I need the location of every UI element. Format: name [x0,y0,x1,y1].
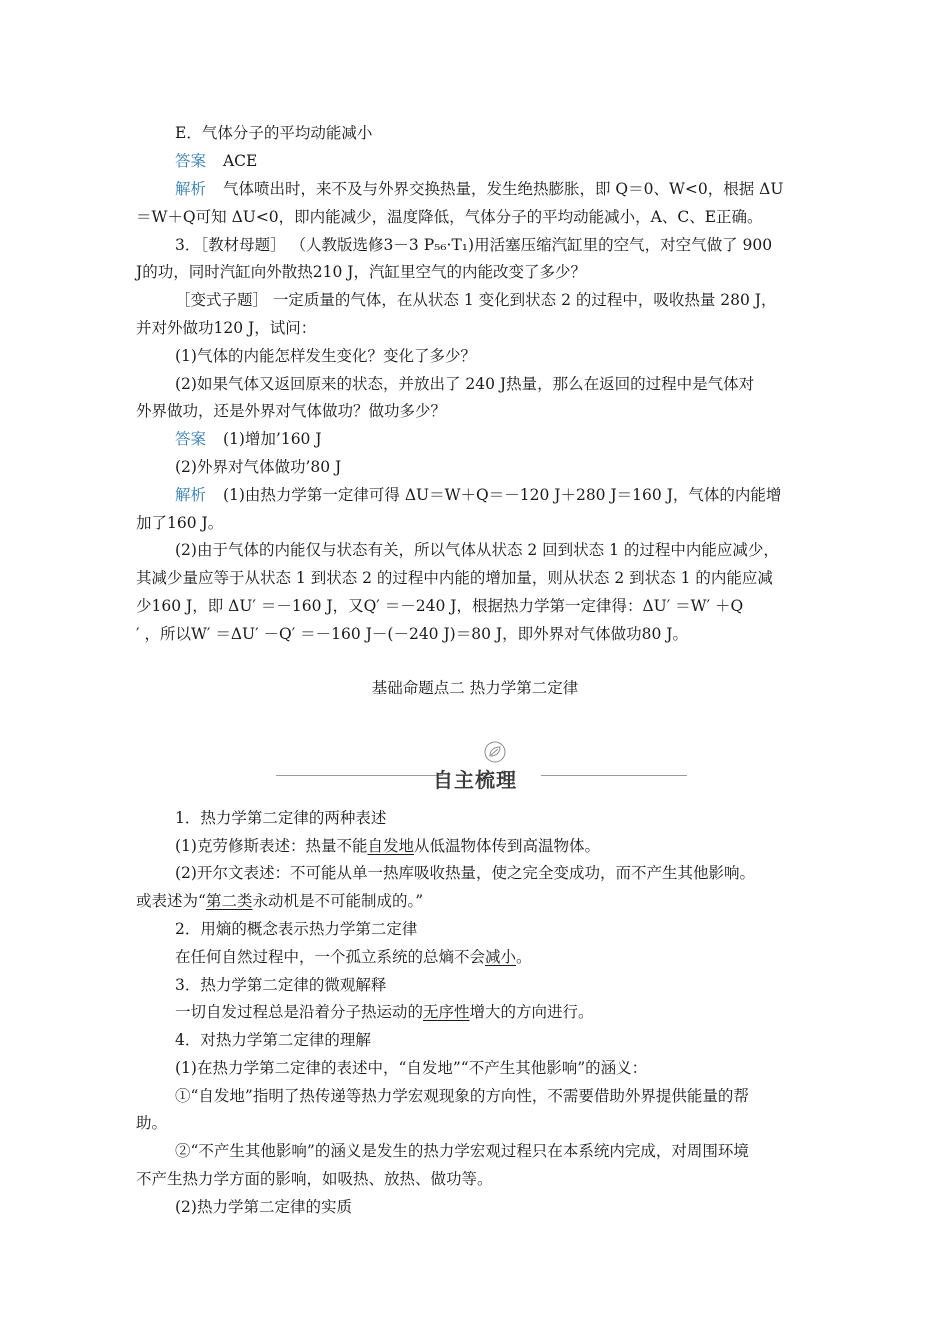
explanation-2-line6: ′ ，所以W′ ＝ΔU′ －Q′ ＝－160 J－(－240 J)＝80 J，即外界对气体做功80 J。 [136,625,688,643]
variant-q1: (1)气体的内能怎样发生变化？变化了多少？ [175,347,476,365]
variant-q2-line2: 外界做功，还是外界对气体做功？做功多少？ [136,402,447,420]
variant-line2: 并对外做功120 J，试问： [136,319,317,337]
answer-label: 答案 [175,153,207,170]
text: 在任何自然过程中，一个孤立系统的总熵不会 [175,948,486,966]
explanation-2-line1 [175,485,781,506]
underlined-term: 第二类 [205,892,253,910]
question-3-line1: 3．［教材母题］ （人教版选修3－3 P₅₆·T₁)用活塞压缩汽缸里的空气，对空气做了 900 [175,236,773,254]
explanation-text: 气体喷出时，来不及与外界交换热量，发生绝热膨胀，即 Q＝0、W<0，根据 ΔU [222,180,784,198]
content-8: 助。 [136,1114,168,1132]
explanation-label: 解析 [175,487,207,504]
text: 一切自发过程总是沿着分子热运动的 [175,1003,424,1021]
content-9: ②“不产生其他影响”的涵义是发生的热力学宏观过程只在本系统内完成，对周围环境 [175,1142,749,1160]
text: 从低温物体传到高温物体。 [413,837,600,855]
heading-2: 2．用熵的概念表示热力学第二定律 [175,920,418,938]
content-7: ①“自发地”指明了热传递等热力学宏观现象的方向性，不需要借助外界提供能量的帮 [175,1087,749,1105]
content-5 [175,1002,594,1022]
content-1 [175,836,600,856]
text: 或表述为“ [136,892,206,910]
content-10: 不产生热力学方面的影响，如吸热、放热、做功等。 [136,1170,493,1188]
section-header-title: 自主梳理 [433,768,517,792]
explanation-label: 解析 [175,181,207,198]
heading-3: 3．热力学第二定律的微观解释 [175,976,387,994]
underlined-term: 自发地 [367,837,414,855]
option-e: E．气体分子的平均动能减小 [175,124,373,142]
underlined-term: 减小 [485,948,517,966]
content-2: (2)开尔文表述：不可能从单一热库吸收热量，使之完全变成功，而不产生其他影响。 [175,864,755,882]
explanation-2-line3: (2)由于气体的内能仅与状态有关，所以气体从状态 2 回到状态 1 的过程中内能应减少， [175,541,779,559]
underlined-term: 无序性 [423,1003,470,1021]
section-title: 基础命题点二 热力学第二定律 [371,679,579,697]
answer-text: (1)增加’160 J [222,430,322,448]
heading-4: 4．对热力学第二定律的理解 [175,1031,371,1049]
text: 永动机是不可能制成的。” [252,892,424,910]
explanation-1-line2: ＝W＋Q可知 ΔU<0，即内能减少，温度降低，气体分子的平均动能减小，A、C、E正确。 [136,208,763,226]
variant-q2-line1: (2)如果气体又返回原来的状态，并放出了 240 J热量，那么在返回的过程中是气体对 [175,375,755,393]
explanation-text: (1)由热力学第一定律可得 ΔU＝W＋Q＝－120 J＋280 J＝160 J，气体的内能增 [222,486,782,504]
text: 增大的方向进行。 [469,1003,594,1021]
heading-1: 1．热力学第二定律的两种表述 [175,809,387,827]
variant-line1: ［变式子题］ 一定质量的气体，在从状态 1 变化到状态 2 的过程中，吸收热量 280 J， [175,291,777,309]
explanation-2-line4: 其减少量应等于从状态 1 到状态 2 的过程中内能的增加量，则从状态 2 到状态 1 的内能应减 [136,569,773,587]
text: 。 [516,948,532,966]
leaf-badge-icon [484,741,506,763]
answer-value: ACE [222,152,258,170]
answer-2-line1 [175,429,322,450]
text: (1)克劳修斯表述：热量不能 [175,837,368,855]
content-11: (2)热力学第二定律的实质 [175,1198,352,1216]
answer-2-line2: (2)外界对气体做功’80 J [175,458,342,476]
answer-1 [175,151,257,172]
explanation-1-line1 [175,179,783,200]
answer-label: 答案 [175,431,207,448]
explanation-2-line5: 少160 J，即 ΔU′ ＝－160 J，又Q′ ＝－240 J，根据热力学第一定律得：ΔU′ ＝W′ ＋Q [136,597,744,615]
explanation-2-line2: 加了160 J。 [136,514,224,532]
question-3-line2: J的功，同时汽缸向外散热210 J，汽缸里空气的内能改变了多少？ [136,263,586,281]
content-6: (1)在热力学第二定律的表述中，“自发地”“不产生其他影响”的涵义： [175,1059,648,1077]
content-4 [175,947,532,967]
content-3 [136,891,423,911]
